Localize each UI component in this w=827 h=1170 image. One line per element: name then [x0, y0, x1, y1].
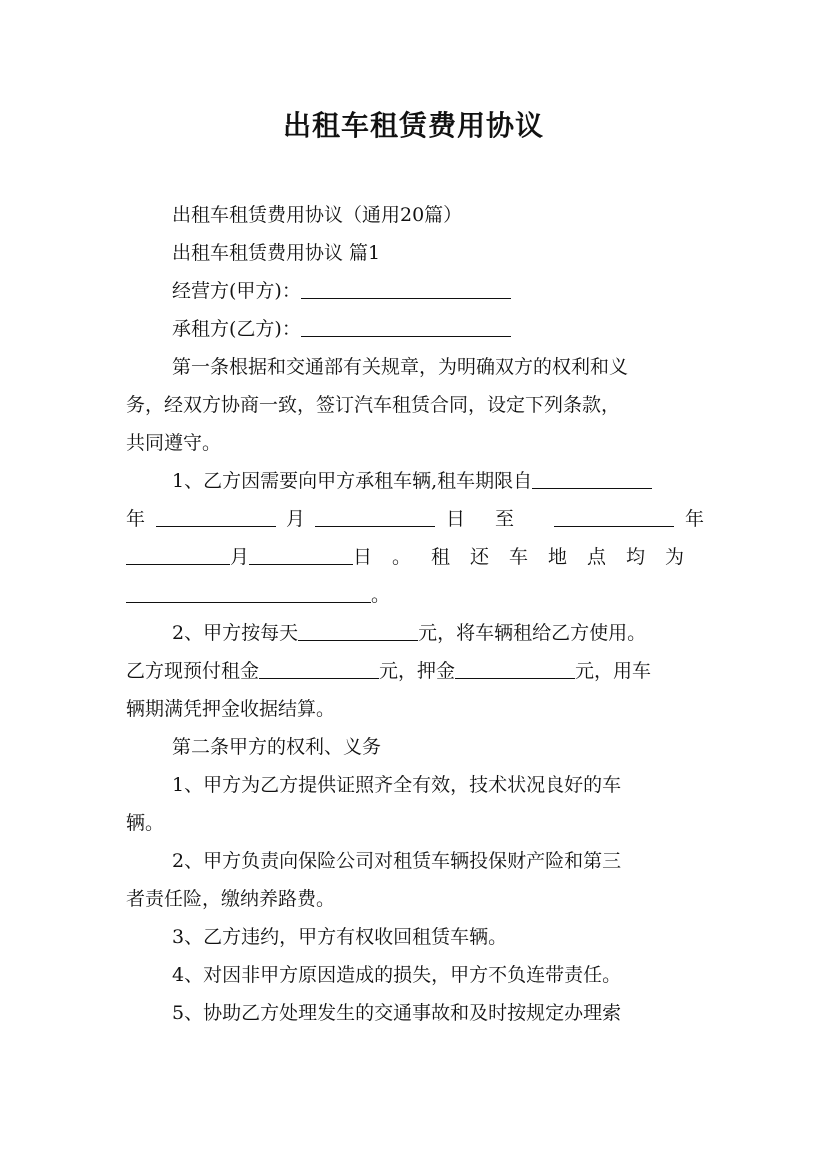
article2-heading: 第二条甲方的权利、义务: [172, 736, 382, 758]
party-a-line: [126, 272, 750, 310]
a2-item3: 3、乙方违约，甲方有权收回租赁车辆。: [172, 926, 508, 948]
clause1-start-blank: [532, 464, 652, 489]
clause1-dayto-label: 日至: [445, 508, 544, 530]
a2-item1-line1: 1、甲方为乙方提供证照齐全有效，技术状况良好的车: [172, 774, 622, 796]
section-heading: 出租车租赁费用协议 篇1: [172, 242, 381, 264]
clause1-dayto-blank: [554, 502, 674, 527]
clause2-line1: [126, 614, 750, 652]
party-b-line: [126, 310, 750, 348]
clause2-line2-prefix: 乙方现预付租金: [126, 660, 260, 682]
article1-line2: 务，经双方协商一致，签订汽车租赁合同，设定下列条款，: [126, 394, 621, 416]
a2-item4: 4、对因非甲方原因造成的损失，甲方不负连带责任。: [172, 964, 622, 986]
article1-line3: 共同遵守。: [126, 432, 222, 454]
clause2-mid: 元，将车辆租给乙方使用。: [418, 622, 647, 644]
clause1-line4: [126, 576, 704, 614]
clause2-line2-end: 元，用车: [575, 660, 652, 682]
clause1-year2-label: 年: [684, 508, 704, 530]
clause1-month2-label: 月: [229, 546, 249, 568]
clause1-year-blank: [156, 502, 276, 527]
a2-item2-line2: 者责任险，缴纳养路费。: [126, 888, 336, 910]
clause1-line2: [126, 500, 704, 538]
party-b-label: 承租方(乙方)：: [172, 318, 301, 340]
party-a-blank: [301, 274, 511, 299]
clause1-month-blank: [315, 502, 435, 527]
clause1-year2-blank: [126, 540, 230, 565]
document-title: 出租车租赁费用协议: [282, 109, 544, 142]
clause2-rent-blank: [259, 654, 379, 679]
a2-item1-line2: 辆。: [126, 812, 165, 834]
clause1-end: 。: [371, 584, 391, 606]
party-a-label: 经营方(甲方)：: [172, 280, 301, 302]
clause2-prefix: 2、甲方按每天: [172, 622, 299, 644]
clause1-prefix: 1、乙方因需要向甲方承租车辆,租车期限自: [172, 470, 533, 492]
clause2-line2: [126, 652, 704, 690]
clause2-deposit-blank: [455, 654, 575, 679]
clause1-location-blank: [126, 578, 371, 603]
a2-item5: 5、协助乙方处理发生的交通事故和及时按规定办理索: [172, 1002, 622, 1024]
clause1-month2-blank: [249, 540, 353, 565]
clause1-line3: [126, 538, 704, 576]
clause1-month-label: 月: [285, 508, 305, 530]
clause2-line2-mid: 元，押金: [379, 660, 456, 682]
clause1-line1: [126, 462, 750, 500]
clause2-daily-blank: [298, 616, 418, 641]
clause2-line3: 辆期满凭押金收据结算。: [126, 698, 336, 720]
clause1-year-label: 年: [126, 508, 146, 530]
article1-line1: 第一条根据和交通部有关规章，为明确双方的权利和义: [172, 356, 629, 378]
a2-item2-line1: 2、甲方负责向保险公司对租赁车辆投保财产险和第三: [172, 850, 622, 872]
clause1-location-label: 日。租还车地点均为: [352, 546, 704, 568]
subtitle-line: 出租车租赁费用协议（通用20篇）: [172, 204, 463, 226]
party-b-blank: [301, 312, 511, 337]
